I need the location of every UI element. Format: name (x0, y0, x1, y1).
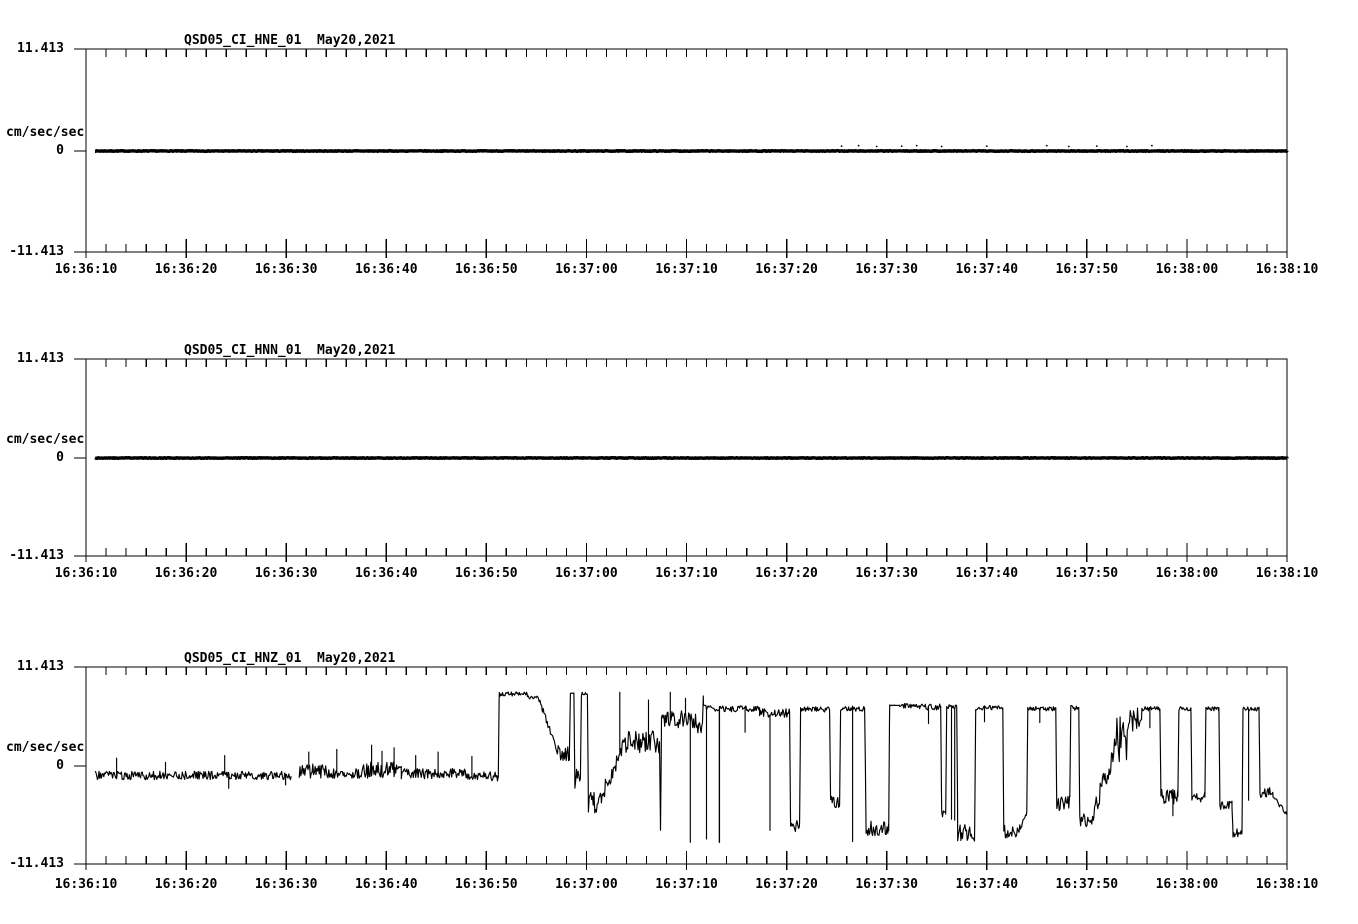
trace-speck (1068, 146, 1070, 148)
trace-speck (1126, 146, 1128, 148)
trace-speck (916, 145, 918, 147)
trace-speck (841, 145, 843, 147)
trace-speck (1096, 145, 1098, 147)
y-axis-units-label: cm/sec/sec (6, 432, 85, 447)
x-tick-label: 16:38:10 (1255, 566, 1319, 581)
y-min-label: -11.413 (9, 856, 64, 871)
y-axis-units-label: cm/sec/sec (6, 125, 85, 140)
trace-speck (986, 145, 988, 147)
trace-speck (1151, 145, 1153, 147)
x-tick-label: 16:36:30 (254, 262, 318, 277)
x-tick-label: 16:37:20 (755, 877, 818, 892)
x-tick-label: 16:37:20 (755, 262, 818, 277)
x-tick-label: 16:37:30 (855, 262, 918, 277)
trace-speck (901, 145, 903, 147)
trace-speck (876, 146, 878, 148)
axis-ticks (74, 49, 1287, 258)
trace-hnz (95, 692, 1287, 843)
x-tick-label: 16:37:00 (555, 877, 618, 892)
x-tick-label: 16:36:40 (354, 262, 418, 277)
y-zero-label: 0 (56, 143, 64, 158)
y-max-label: 11.413 (17, 41, 64, 56)
x-tick-label: 16:36:20 (154, 262, 218, 277)
trace-hne (95, 151, 1287, 152)
x-tick-label: 16:37:30 (855, 566, 918, 581)
x-tick-label: 16:37:50 (1055, 566, 1119, 581)
x-tick-label: 16:37:30 (855, 877, 918, 892)
x-tick-label: 16:37:40 (955, 262, 1019, 277)
trace-speck (1046, 145, 1048, 147)
y-max-label: 11.413 (17, 659, 64, 674)
trace-speck (941, 146, 943, 148)
trace-hnn (95, 458, 1287, 459)
x-tick-label: 16:37:20 (755, 566, 818, 581)
x-tick-label: 16:36:30 (254, 877, 318, 892)
y-zero-label: 0 (56, 758, 64, 773)
panel-title-hnn: QSD05_CI_HNN_01 May20,2021 (184, 343, 396, 358)
x-tick-label: 16:37:10 (655, 262, 718, 277)
x-tick-label: 16:36:50 (455, 262, 518, 277)
y-zero-label: 0 (56, 450, 64, 465)
x-tick-label: 16:36:50 (455, 877, 518, 892)
axis-ticks (74, 667, 1287, 870)
x-tick-label: 16:38:00 (1155, 566, 1219, 581)
x-tick-label: 16:37:40 (955, 566, 1019, 581)
x-tick-label: 16:37:00 (555, 262, 618, 277)
x-tick-label: 16:38:00 (1155, 262, 1219, 277)
x-tick-label: 16:36:50 (455, 566, 518, 581)
x-tick-label: 16:38:10 (1255, 262, 1319, 277)
x-tick-label: 16:38:00 (1155, 877, 1219, 892)
x-tick-label: 16:36:10 (54, 877, 118, 892)
y-axis-units-label: cm/sec/sec (6, 740, 85, 755)
panel-title-hne: QSD05_CI_HNE_01 May20,2021 (184, 33, 396, 48)
trace-speck (858, 145, 860, 147)
x-tick-label: 16:37:00 (555, 566, 618, 581)
x-tick-label: 16:37:10 (655, 877, 718, 892)
x-tick-label: 16:37:10 (655, 566, 718, 581)
y-min-label: -11.413 (9, 548, 64, 563)
x-tick-label: 16:36:20 (154, 877, 218, 892)
panel-title-hnz: QSD05_CI_HNZ_01 May20,2021 (184, 651, 396, 666)
x-tick-label: 16:37:50 (1055, 877, 1119, 892)
x-tick-label: 16:37:50 (1055, 262, 1119, 277)
x-tick-label: 16:36:40 (354, 877, 418, 892)
x-tick-label: 16:36:40 (354, 566, 418, 581)
x-tick-label: 16:36:20 (154, 566, 218, 581)
x-tick-label: 16:37:40 (955, 877, 1019, 892)
x-tick-label: 16:36:10 (54, 566, 118, 581)
x-tick-label: 16:38:10 (1255, 877, 1319, 892)
axis-ticks (74, 359, 1287, 562)
x-tick-label: 16:36:30 (254, 566, 318, 581)
x-tick-label: 16:36:10 (54, 262, 118, 277)
panel-frame (86, 667, 1287, 864)
y-max-label: 11.413 (17, 351, 64, 366)
y-min-label: -11.413 (9, 244, 64, 259)
